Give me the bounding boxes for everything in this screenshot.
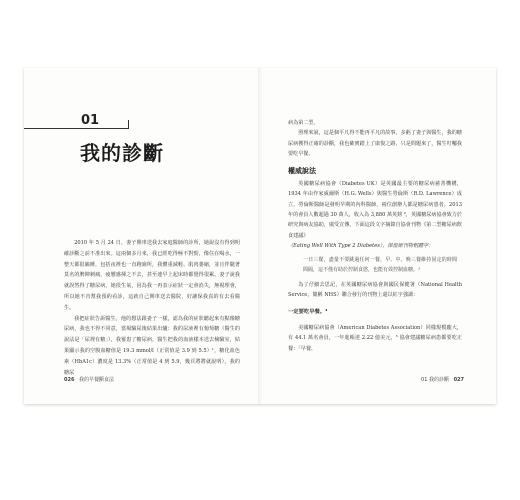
section-heading: 權威說法 (288, 167, 316, 176)
emphasis-text: 一定要吃早餐。⁴ (288, 308, 328, 315)
left-body-text (64, 238, 240, 378)
left-footer (64, 376, 114, 383)
paragraph: 病為第二型。 (288, 120, 319, 126)
paragraph: （Eating Well With Type 2 Diabetes），保留原刊物粗體字： (288, 242, 434, 249)
paragraph: 美國糖尿病協會（American Diabetes Association）同樣規模龐大，有 44.1 萬名會員，一年進帳達 2.22 億美元，⁵ 協會建議糖尿病患都要吃正餐：「早餐、 (288, 324, 462, 352)
paragraph: 我把症狀告訴醫生，他的想法跟妻子一樣，認為我的症狀聽起來有點像糖尿病，我也不得不同意，當場驗尿後結果出爐：我的尿液裡有葡萄糖（醫生的說法是「尿裡有糖」），我罹患了糖尿病，醫生把我的血液樣本送去檢驗室，結果顯示我的空腹血糖值是 19.3 mmol/l（正常值是 3.9 到 5.5）¹，糖化血色素（HbA1c）濃度是 13.3%（正常值是 4 到 5.9，幾頁將將就說明），我的糖尿 (64, 315, 240, 376)
paragraph: 英國糖尿病協會（Diabetes UK）是英國最主要的糖尿病慈善機構，1934 年由作家威爾斯（H.G. Wells）與醫生勞倫斯（R.D. Lawrence）成立，勞倫斯醫師是發明早期的內科醫師，兩位創辦人都是糖尿病患者。2013 年的會員人數超過 30 萬人，收入為 3,880 萬英鎊 ²，英國糖尿病協會致力於研究與病友協助，廣受宣傳。下面這段文字摘錄自協會刊物《第二型糖尿病飲食建議》 (288, 181, 462, 239)
page-number: 027 (453, 377, 464, 383)
running-chapter: 01 我的診斷 (421, 377, 449, 383)
chapter-title: 我的診斷 (80, 141, 164, 165)
quote-text: 一日三餐，盡量不要跳過任何一餐，早、中、晚三餐維持固定的時間間隔，這不僅有助於控制食慾，也能有效控制血糖。³ (303, 257, 457, 273)
right-body-text (288, 118, 462, 354)
block-quote (288, 256, 462, 275)
running-title: 我的早餐斷食法 (79, 377, 115, 383)
book-spread (24, 68, 496, 404)
left-page (24, 68, 260, 404)
chapter-number: 01 (78, 114, 102, 128)
chapter-rule (24, 128, 128, 129)
paragraph: 照理來說，這是個平凡得不能再平凡的故事，多虧了妻子與醫生，我的糖尿病獲得正確的診斷，我也確實踏上了康復之路，只是問題來了，醫生叮囑我要吃早餐。 (288, 130, 462, 157)
emphasis-line (288, 307, 462, 317)
page-number: 026 (64, 377, 75, 383)
right-footer (421, 376, 464, 383)
paragraph: 2010 年 5 月 24 日，妻子開車送我去家庭醫師的診所，她說沒有得到明確診斷之前不准出來。這兩個多月來，我已經吃得極不對勁，像住在喝水，一整天都很瞌睡，包括夜裡也一直跑廁所，我體重減輕、肌肉萎縮，並且伴隨著莫名的脾陣刺痛，疲憊感揮之不去，甚至連早上起床時都覺得很累。妻子說我就誤然得了糖尿病，她很生氣，因為我一再表示症狀一定會消失，無視理會，所以她不肯幫我預約看診，這就自己開車送去醫院，好讓保我真的有去看醫生。 (64, 240, 240, 311)
chapter-rule-end (128, 120, 129, 129)
paragraph: 為了仔細去思記，在英國糖尿病協會與國民保健署（National Health Service，簡稱 NHS）聯合發行的刊物上還以紅字強調： (288, 282, 462, 299)
right-page (260, 68, 496, 404)
